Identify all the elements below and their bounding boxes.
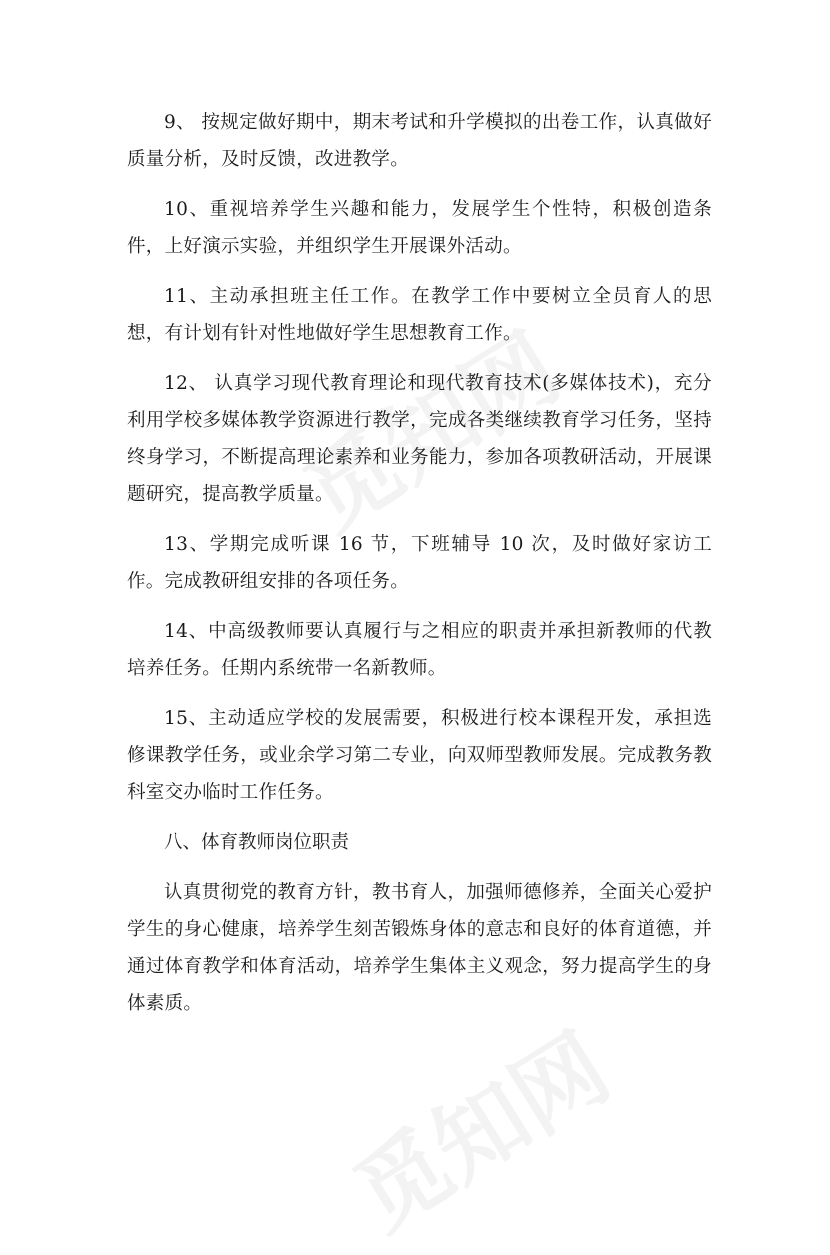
paragraph-item-13: 13、学期完成听课 16 节，下班辅导 10 次，及时做好家访工作。完成教研组安排的各项任务。 (127, 534, 712, 592)
paragraph-item-9: 9、 按规定做好期中，期末考试和升学模拟的出卷工作，认真做好质量分析，及时反馈，改进教学。 (127, 112, 712, 170)
document-body (127, 104, 712, 1035)
paragraph-item-15: 15、主动适应学校的发展需要，积极进行校本课程开发，承担选修课教学任务，或业余学习第二专业，向双师型教师发展。完成教务教科室交办临时工作任务。 (127, 708, 712, 803)
paragraph-item-12: 12、 认真学习现代教育理论和现代教育技术(多媒体技术)，充分利用学校多媒体教学资源进行教学，完成各类继续教育学习任务，坚持终身学习，不断提高理论素养和业务能力，参加各项教研活动，开展课题研究，提高教学质量。 (127, 373, 712, 505)
section-body-paragraph: 认真贯彻党的教育方针，教书育人，加强师德修养，全面关心爱护学生的身心健康，培养学生刻苦锻炼身体的意志和良好的体育道德，并通过体育教学和体育活动，培养学生集体主义观念，努力提高学生的身体素质。 (127, 882, 712, 1014)
watermark (326, 997, 630, 1255)
paragraph-item-14: 14、中高级教师要认真履行与之相应的职责并承担新教师的代教培养任务。任期内系统带一名新教师。 (127, 621, 712, 679)
section-heading: 八、体育教师岗位职责 (164, 832, 350, 853)
paragraph-item-11: 11、主动承担班主任工作。在教学工作中要树立全员育人的思想，有计划有针对性地做好学生思想教育工作。 (127, 286, 712, 344)
paragraph-item-10: 10、重视培养学生兴趣和能力，发展学生个性特，积极创造条件，上好演示实验，并组织学生开展课外活动。 (127, 199, 712, 257)
